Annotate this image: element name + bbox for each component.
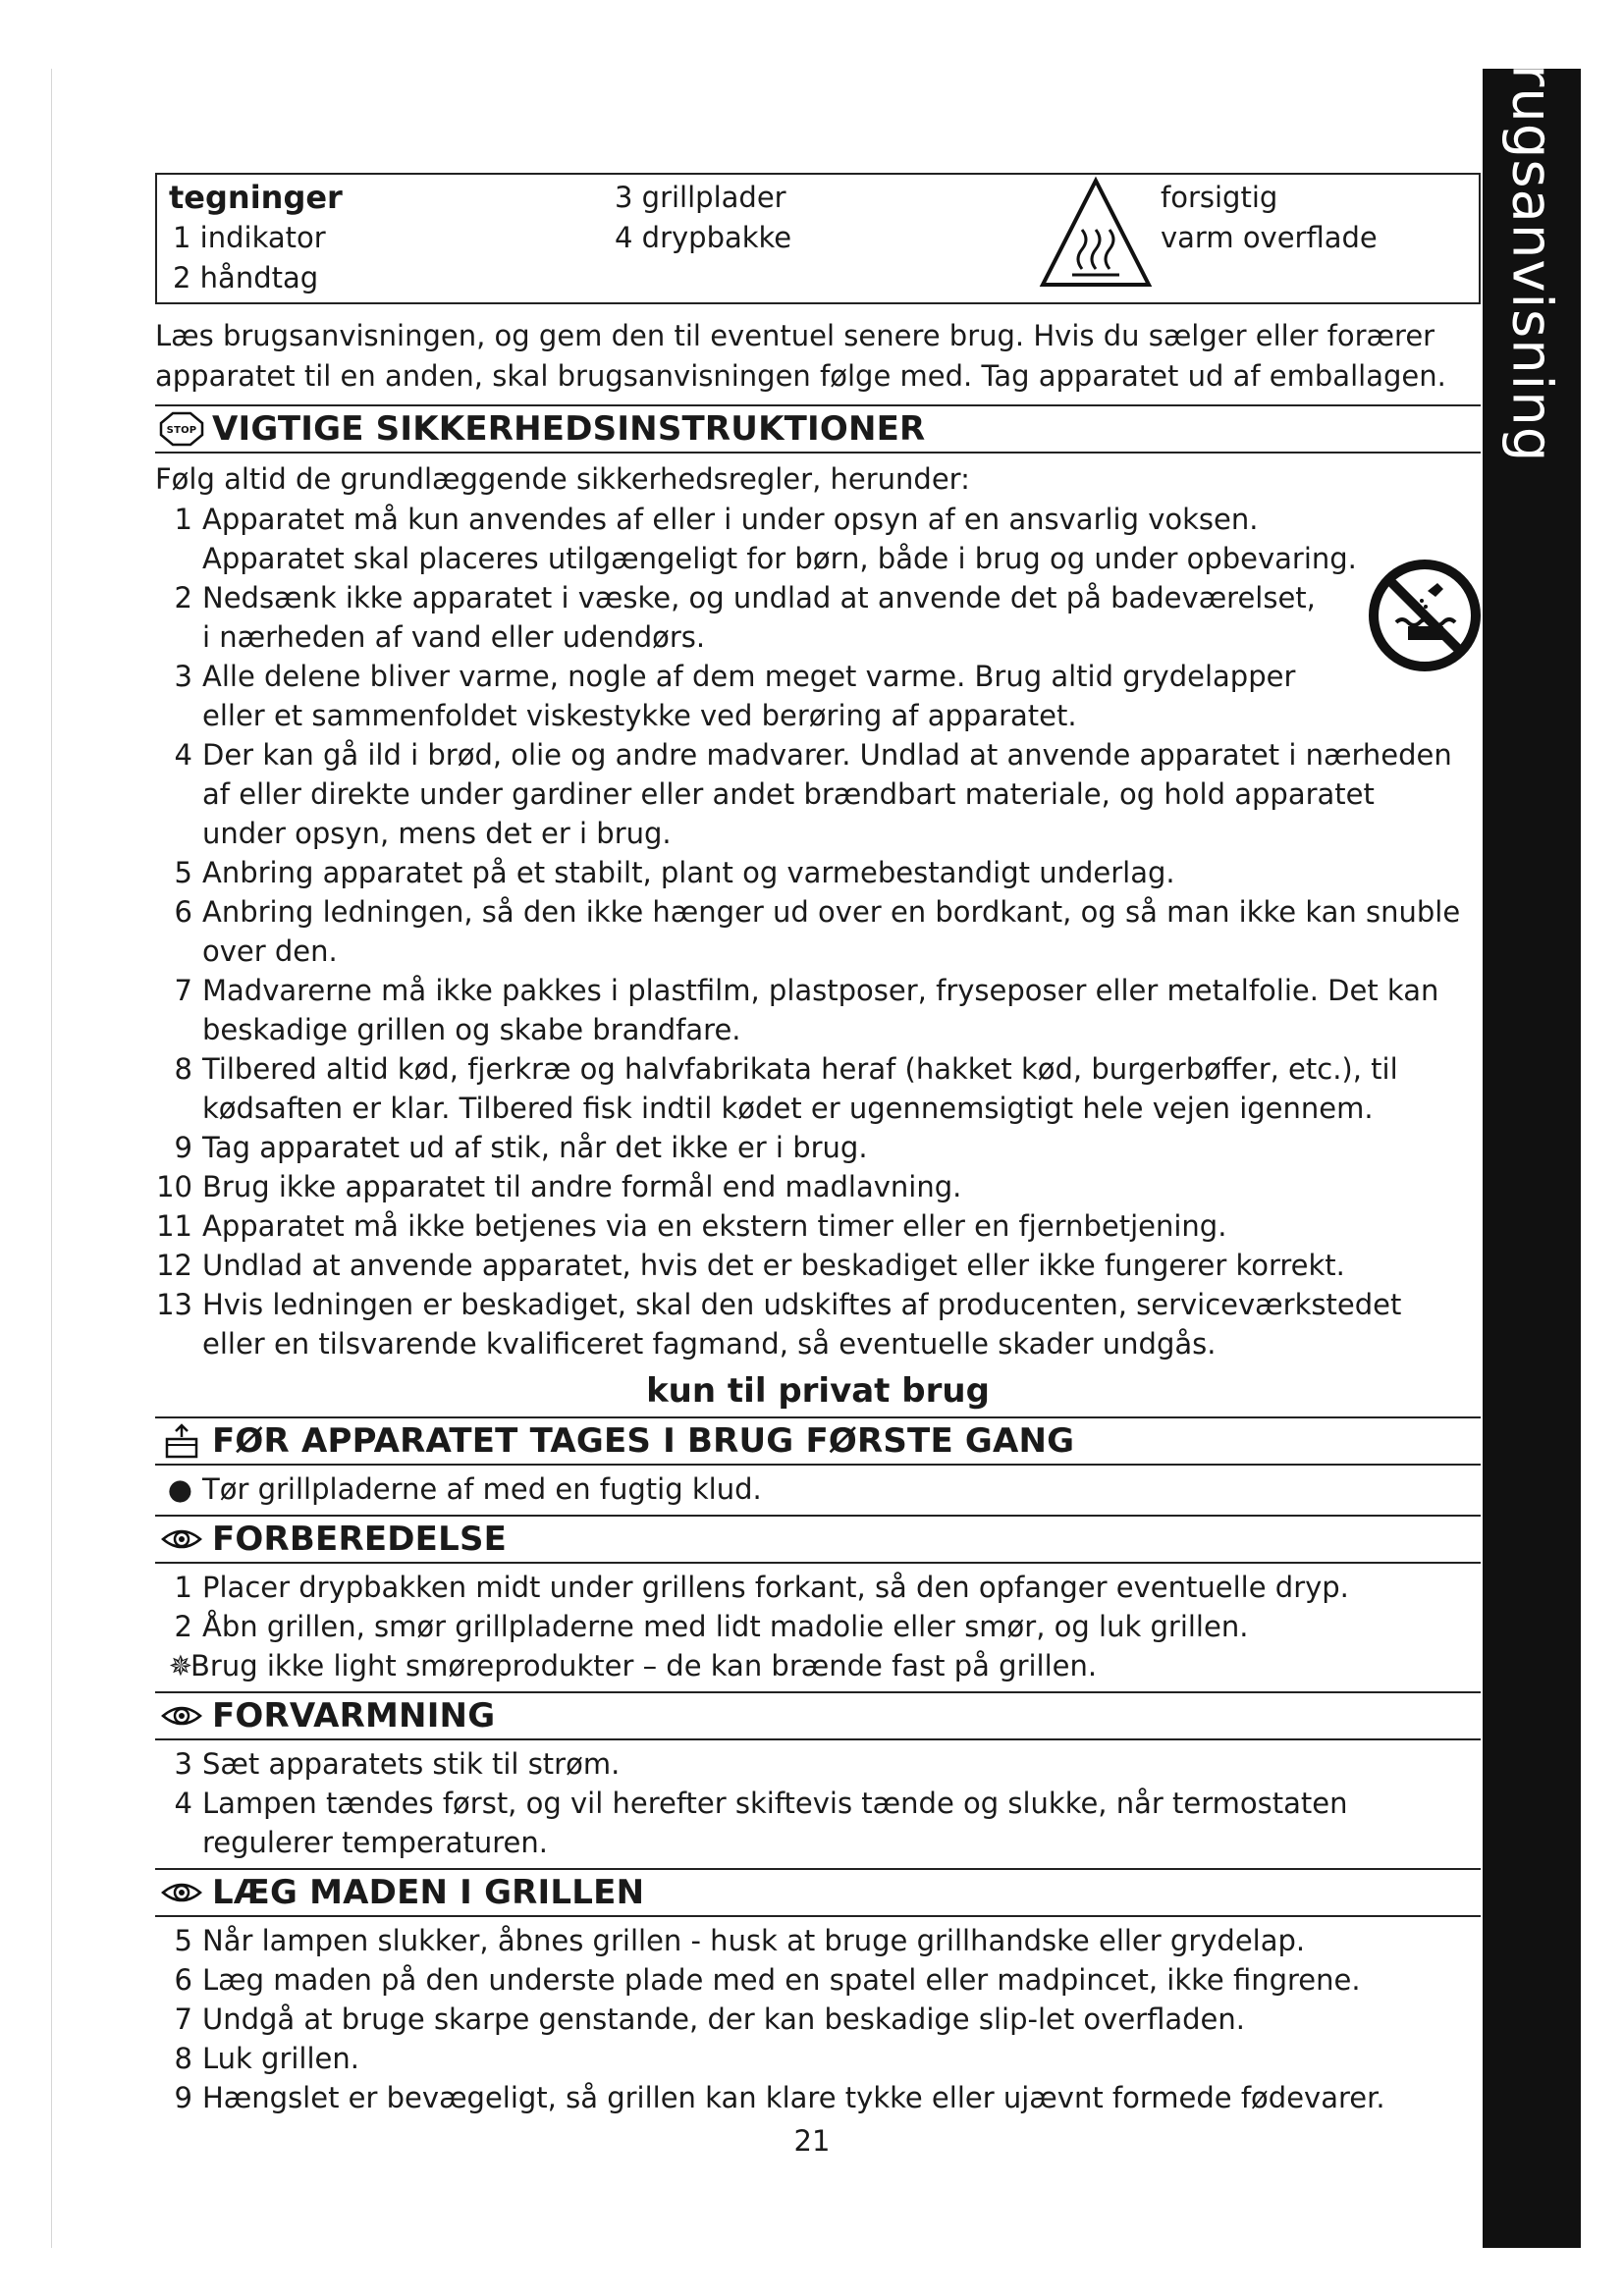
list-item: 10 Brug ikke apparatet til andre formål end madlavning. (156, 1170, 962, 1203)
list-item: 4 Lampen tændes først, og vil herefter skiftevis tænde og slukke, når termostaten regulerer temperaturen. (174, 1787, 1348, 1859)
section-heading-first-use (155, 1416, 1481, 1466)
intro-text: Læs brugsanvisningen, og gem den til eventuel senere brug. Hvis du sælger eller forærer apparatet til en anden, skal brugsanvisningen følge med. Tag apparatet ud af emballagen. (155, 319, 1446, 393)
section-title: FORVARMNING (212, 1696, 496, 1735)
section-title: LÆG MADEN I GRILLEN (212, 1873, 645, 1912)
unpack-box-icon (159, 1423, 204, 1459)
list-item: 9 Hængslet er bevægeligt, så grillen kan klare tykke eller ujævnt formede fødevarer. (174, 2081, 1385, 2114)
list-item: 2 Åbn grillen, smør grillpladerne med lidt madolie eller smør, og luk grillen. (174, 1610, 1249, 1643)
stop-icon (159, 411, 204, 447)
prep-list (155, 1568, 1481, 1685)
page-number: 21 (793, 2124, 831, 2158)
list-item: 2 Nedsænk ikke apparatet i væske, og undlad at anvende det på badeværelset, i nærheden af vand eller udendørs. (174, 581, 1316, 654)
legend-item: 2 håndtag (173, 261, 319, 294)
page-margin-line (51, 69, 52, 2248)
bullet-icon: ● (167, 1472, 192, 1506)
legend-caution-column (1161, 178, 1378, 258)
tip-star-icon: ✵ (168, 1649, 192, 1682)
safety-list (155, 500, 1461, 1363)
section-heading-prep (155, 1515, 1481, 1564)
sidebar-tab (1483, 27, 1581, 2248)
list-item: 11 Apparatet må ikke betjenes via en ekstern timer eller en fjernbetjening. (156, 1209, 1227, 1243)
list-item: 1 Apparatet må kun anvendes af eller i under opsyn af en ansvarlig voksen. Apparatet skal placeres utilgængeligt for børn, både i brug og under opbevaring. (174, 503, 1357, 575)
list-item: 7 Madvarerne må ikke pakkes i plastfilm, plastposer, fryseposer eller metalfolie. Det kan beskadige grillen og skabe brandfare. (174, 974, 1439, 1046)
private-use-note: kun til privat brug (646, 1371, 990, 1411)
list-item: 3 Sæt apparatets stik til strøm. (174, 1747, 621, 1781)
legend-left-column (169, 178, 343, 298)
legend-title: tegninger (169, 179, 343, 216)
safety-lead: Følg altid de grundlæggende sikkerhedsregler, herunder: (155, 462, 970, 496)
section-title: VIGTIGE SIKKERHEDSINSTRUKTIONER (212, 409, 926, 449)
tip-item: ✵ Brug ikke light smøreprodukter – de kan brænde fast på grillen. (155, 1646, 1481, 1685)
hot-surface-warning-icon (1037, 175, 1155, 293)
eye-icon (159, 1522, 204, 1557)
list-item: 9 Tag apparatet ud af stik, når det ikke er i brug. (174, 1131, 868, 1164)
list-item: 5 Når lampen slukker, åbnes grillen - husk at bruge grillhandske eller grydelap. (174, 1924, 1306, 1957)
list-item: 1 Placer drypbakken midt under grillens forkant, så den opfanger eventuelle dryp. (174, 1571, 1349, 1604)
list-item: 12 Undlad at anvende apparatet, hvis det er beskadiget eller ikke fungerer korrekt. (156, 1249, 1345, 1282)
sidebar-title: brugsanvisning (1499, 27, 1564, 463)
list-item: 3 Alle delene bliver varme, nogle af dem meget varme. Brug altid grydelapper eller et sammenfoldet viskestykke ved berøring af apparatet. (174, 660, 1296, 732)
legend-item: 3 grillplader (615, 181, 786, 214)
legend-item: 1 indikator (173, 221, 326, 254)
eye-icon (159, 1875, 204, 1910)
caution-label: varm overflade (1161, 221, 1378, 254)
main-content (155, 173, 1481, 2117)
section-heading-food (155, 1868, 1481, 1917)
caution-label: forsigtig (1161, 181, 1278, 214)
list-item: 4 Der kan gå ild i brød, olie og andre madvarer. Undlad at anvende apparatet i nærheden af eller direkte under gardiner eller andet brændbart materiale, og hold apparatet under opsyn, mens det er i brug. (174, 738, 1452, 850)
eye-icon (159, 1698, 204, 1734)
section-heading-preheat (155, 1691, 1481, 1740)
list-item: 13 Hvis ledningen er beskadiget, skal den udskiftes af producenten, serviceværkstedet eller en tilsvarende kvalificeret fagmand, så eventuelle skader undgås. (156, 1288, 1402, 1361)
food-list (155, 1921, 1481, 2117)
list-item: 8 Tilbered altid kød, fjerkræ og halvfabrikata heraf (hakket kød, burgerbøffer, etc.), til kødsaften er klar. Tilbered fisk indtil kødet er ugennemsigtigt hele vejen igennem. (174, 1052, 1398, 1125)
section-title: FORBEREDELSE (212, 1520, 508, 1559)
list-item: 5 Anbring apparatet på et stabilt, plant og varmebestandigt underlag. (174, 856, 1175, 889)
list-item: 6 Anbring ledningen, så den ikke hænger ud over en bordkant, og så man ikke kan snuble over den. (174, 895, 1461, 968)
bullet-item: ● Tør grillpladerne af med en fugtig klud. (155, 1469, 1481, 1509)
preheat-list (155, 1744, 1481, 1862)
svg-text:STOP: STOP (166, 425, 197, 436)
legend-box (155, 173, 1481, 304)
section-title: FØR APPARATET TAGES I BRUG FØRSTE GANG (212, 1421, 1075, 1461)
legend-mid-column (615, 178, 791, 258)
list-item: 7 Undgå at bruge skarpe genstande, der kan beskadige slip-let overfladen. (174, 2002, 1245, 2036)
legend-item: 4 drypbakke (615, 221, 792, 254)
list-item: 8 Luk grillen. (174, 2042, 359, 2075)
section-heading-safety (155, 404, 1481, 454)
list-item: 6 Læg maden på den underste plade med en spatel eller madpincet, ikke fingrene. (174, 1963, 1361, 1997)
